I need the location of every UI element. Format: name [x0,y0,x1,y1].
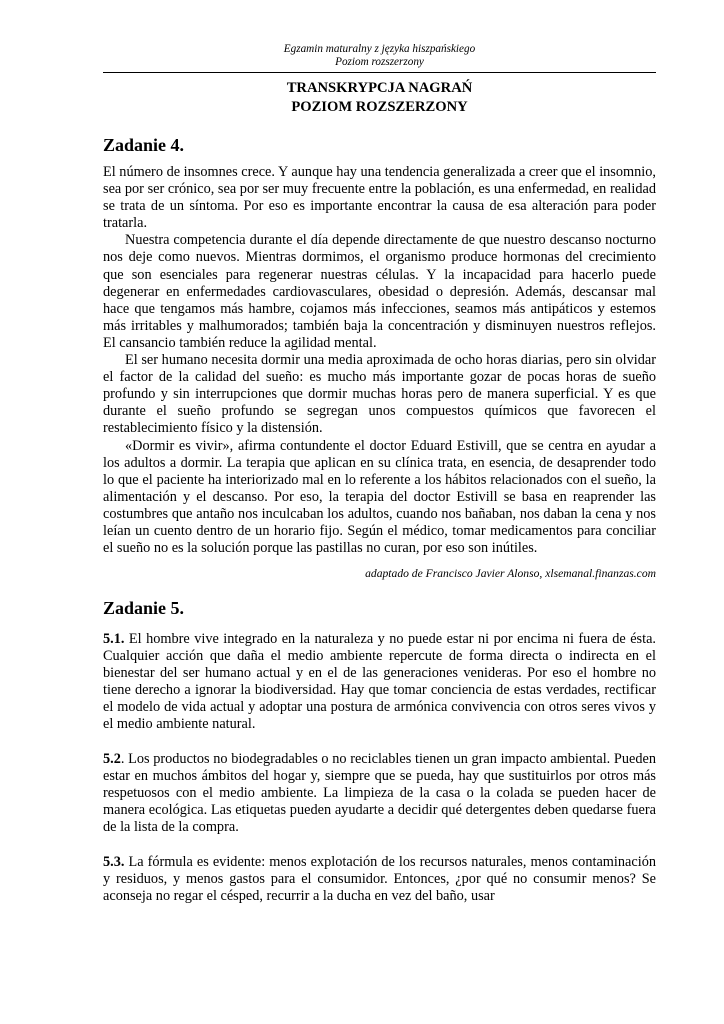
task5-item-number: 5.1. [103,631,125,647]
task4-heading: Zadanie 4. [103,135,185,155]
task4-body [103,164,656,557]
task5-item-number: 5.2 [103,751,121,767]
exam-header-title: Egzamin maturalny z języka hiszpańskiego [283,43,476,55]
task5-item-text: El hombre vive integrado en la naturaleza y no puede estar ni por encima ni fuera de ésta. Cualquier acción que daña el medio ambiente repercute de forma directa o indirecta en el bienestar del ser humano actual y en el de las generaciones venideras. Por eso el hombre no tiene derecho a ignorar la biodiversidad. Hay que tomar conciencia de estas verdades, rectificar el modelo de vida actual y adoptar una postura de armónica convivencia con otros seres vivos y el medio ambiente natural. [103,631,656,733]
task4-paragraph: Nuestra competencia durante el día depende directamente de que nuestro descanso nocturno nos deje como nuevos. Mientras dormimos, el organismo produce hormonas del crecimiento que son esenciales para regenerar nuestras células. Y la incapacidad para hacerlo puede degenerar en enfermedades cardiovasculares, obesidad o depresión. Además, descansar mal hace que tengamos más hambre, cojamos más infecciones, seamos más antipáticos y estemos más irritables y malhumorados; también baja la concentración y disminuyen nuestros reflejos. El cansancio también reduce la agilidad mental. [103,232,656,351]
task5-item-text: La fórmula es evidente: menos explotación de los recursos naturales, menos contaminación y residuos, y menos gastos para el consumidor. Entonces, ¿por qué no consumir menos? Se aconseja no regar el césped, recurrir a la ducha en vez del baño, usar [103,854,656,905]
exam-header-level: Poziom rozszerzony [335,56,424,68]
task5-item [103,751,656,836]
header-divider [103,72,656,73]
page-subtitle: POZIOM ROZSZERZONY [291,99,468,115]
task5-item-text: . Los productos no biodegradables o no reciclables tienen un gran impacto ambiental. Pueden estar en muchos ámbitos del hogar y, siempre que se pueda, hay que sustituirlos por otros más respetuosos con el medio ambiente. La limpieza de la casa o la colada se pueden hacer de manera ecológica. Las etiquetas pueden ayudarte a decidir qué detergentes deben quedarse fuera de la lista de la compra. [103,751,656,836]
task5-item [103,631,656,734]
task5-item-number: 5.3. [103,854,125,870]
task5-item [103,854,656,905]
task4-paragraph: El ser humano necesita dormir una media aproximada de ocho horas diarias, pero sin olvidar el factor de la calidad del sueño: es mucho más importante gozar de pocas horas de sueño profundo y sin interrupciones que dormir muchas horas pero de manera superficial. Y es que durante el sueño profundo se segregan unos compuestos químicos que favorecen el restablecimiento físico y la distensión. [103,352,656,437]
task4-paragraph: «Dormir es vivir», afirma contundente el doctor Eduard Estivill, que se centra en ayudar a los adultos a dormir. La terapia que aplican en su clínica trata, en esencia, de desaprender todo lo que el paciente ha interiorizado mal en lo referente a los hábitos relacionados con el sueño, la alimentación y el descanso. Por eso, la terapia del doctor Estivill se basa en reaprender las costumbres que antaño nos inculcaban los adultos, cuando nos bañaban, nos daban la cena y nos leían un cuento dentro de un horario fijo. Según el médico, tomar medicamentos para conciliar el sueño no es la solución porque las pastillas no curan, por eso son inútiles. [103,437,656,557]
task5-heading: Zadanie 5. [103,598,185,618]
page-title: TRANSKRYPCJA NAGRAŃ [286,80,473,96]
task4-source: adaptado de Francisco Javier Alonso, xlsemanal.finanzas.com [365,567,656,580]
task4-paragraph: El número de insomnes crece. Y aunque hay una tendencia generalizada a creer que el insomnio, sea por ser crónico, sea por ser muy frecuente entre la población, es una enfermedad, en realidad se trata de un síntoma. Por eso es importante encontrar la causa de esa alteración para poder tratarla. [103,164,656,232]
